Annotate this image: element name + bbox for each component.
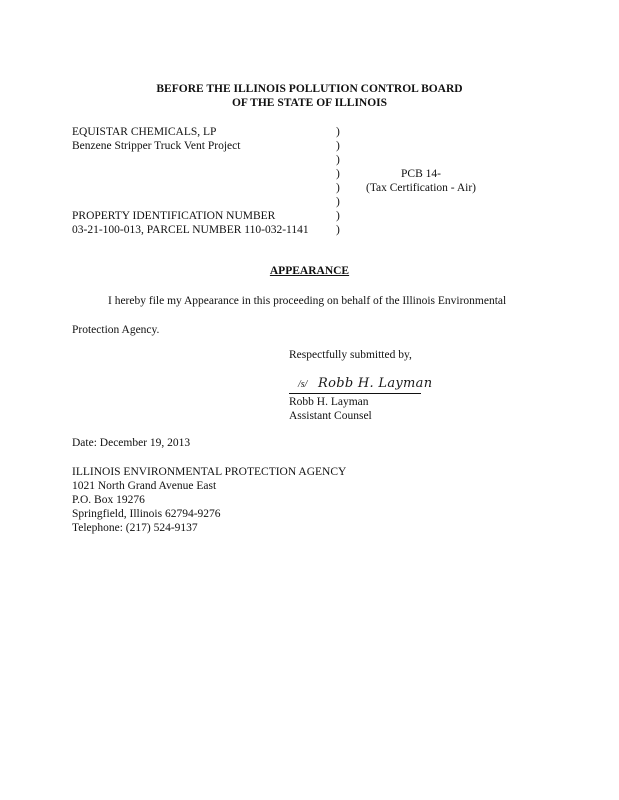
agency-name: ILLINOIS ENVIRONMENTAL PROTECTION AGENCY xyxy=(72,466,347,478)
agency-street: 1021 North Grand Avenue East xyxy=(72,480,217,492)
document-title: APPEARANCE xyxy=(269,265,350,277)
caption-paren: ) xyxy=(336,210,340,222)
handwritten-signature: Robb H. Layman xyxy=(318,376,433,391)
board-heading-line1: BEFORE THE ILLINOIS POLLUTION CONTROL BOARD xyxy=(156,83,463,95)
case-type: (Tax Certification - Air) xyxy=(365,182,476,194)
parcel-number: 03-21-100-013, PARCEL NUMBER 110-032-1141 xyxy=(72,224,309,236)
caption-paren: ) xyxy=(336,140,340,152)
property-id-label: PROPERTY IDENTIFICATION NUMBER xyxy=(72,210,276,222)
caption-paren: ) xyxy=(336,196,340,208)
case-number: PCB 14- xyxy=(401,168,441,180)
board-heading-line2: OF THE STATE OF ILLINOIS xyxy=(231,97,388,109)
caption-paren: ) xyxy=(336,126,340,138)
signature-line xyxy=(289,393,421,394)
caption-paren: ) xyxy=(336,224,340,236)
caption-paren: ) xyxy=(336,154,340,166)
filing-date: Date: December 19, 2013 xyxy=(72,437,191,449)
closing-phrase: Respectfully submitted by, xyxy=(289,349,412,361)
signature-prefix: /s/ xyxy=(298,379,308,390)
agency-phone: Telephone: (217) 524-9137 xyxy=(72,522,198,534)
petitioner-name: EQUISTAR CHEMICALS, LP xyxy=(72,126,217,138)
project-name: Benzene Stripper Truck Vent Project xyxy=(72,140,241,152)
agency-po-box: P.O. Box 19276 xyxy=(72,494,145,506)
body-line-2: Protection Agency. xyxy=(72,324,160,336)
caption-paren: ) xyxy=(336,182,340,194)
agency-city: Springfield, Illinois 62794-9276 xyxy=(72,508,221,520)
body-line-1: I hereby file my Appearance in this proceeding on behalf of the Illinois Environmental xyxy=(108,295,507,307)
signer-name: Robb H. Layman xyxy=(289,396,369,408)
signer-title: Assistant Counsel xyxy=(289,410,372,422)
caption-paren: ) xyxy=(336,168,340,180)
